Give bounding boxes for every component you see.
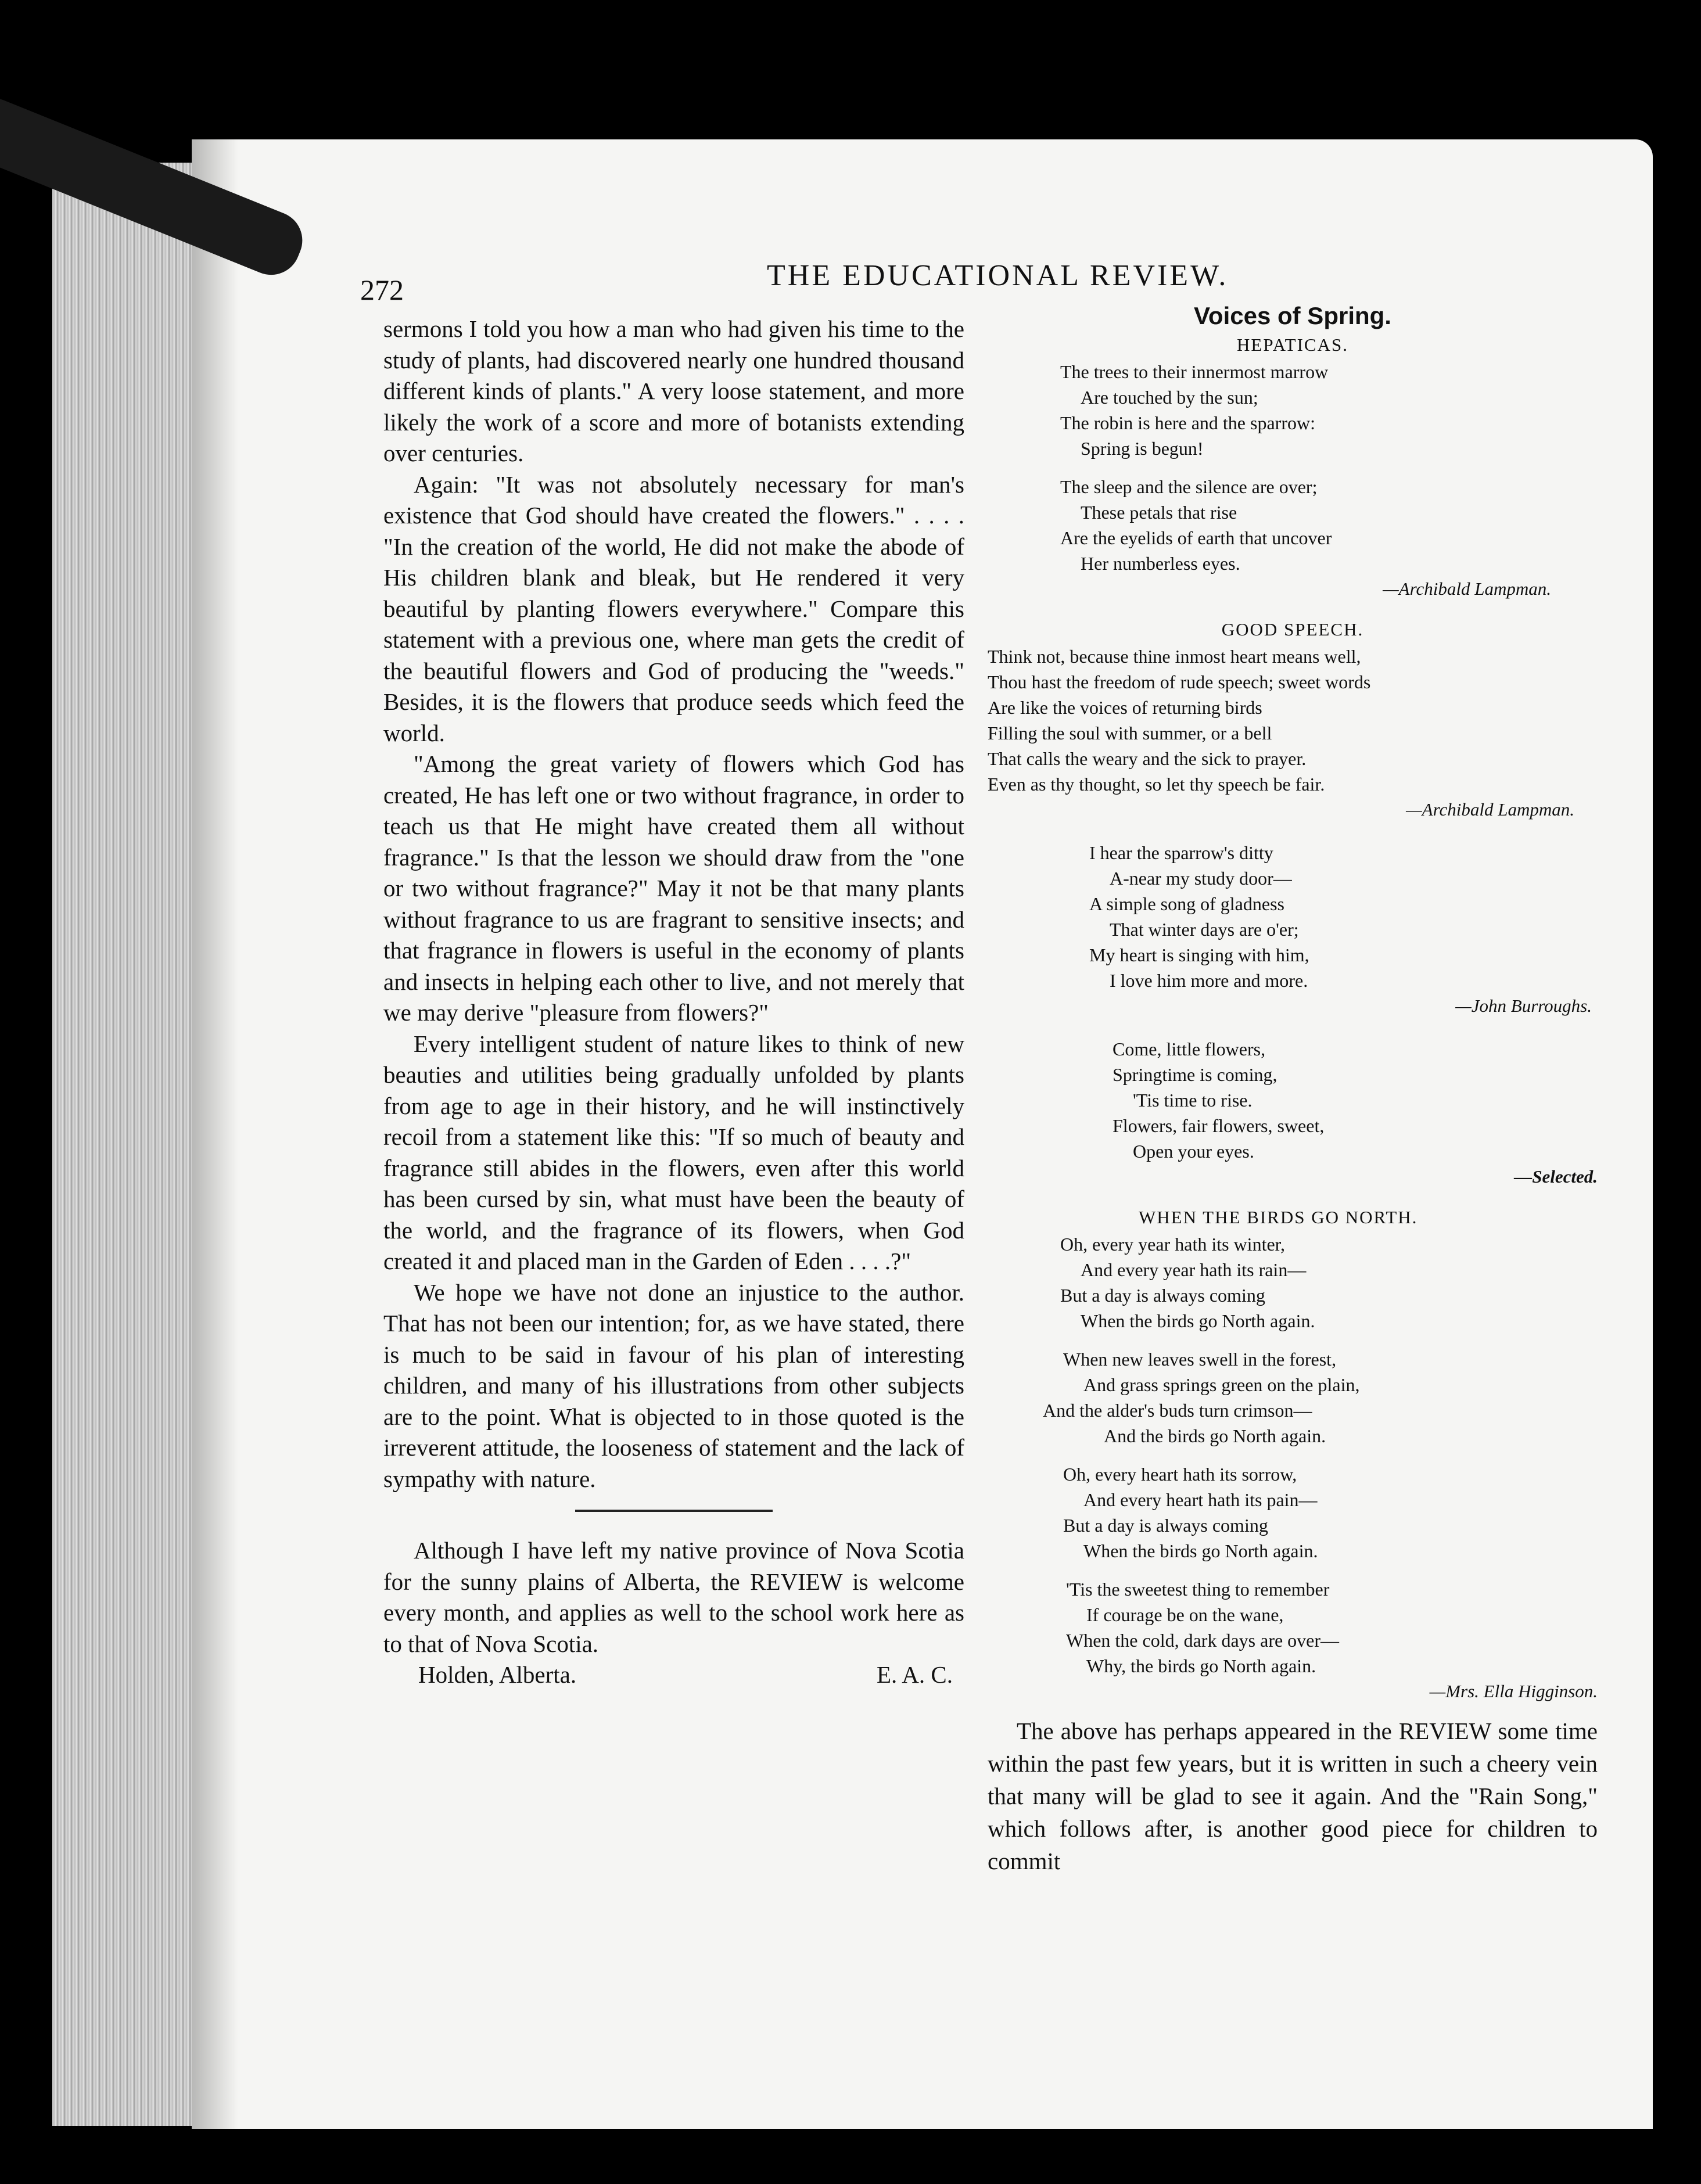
letter-place: Holden, Alberta.: [418, 1661, 577, 1688]
poem-line: Why, the birds go North again.: [1086, 1655, 1316, 1676]
poem-stanza: [988, 1576, 1598, 1679]
paragraph: sermons I told you how a man who had given his time to the study of plants, had discovered nearly one hundred thousand different kinds of plants." A very loose statement, and more likely the work of a score and more of botanists extending over centuries.: [383, 315, 964, 466]
poem-line: And every heart hath its pain—: [1083, 1489, 1318, 1510]
poem-line: Springtime is coming,: [1113, 1064, 1277, 1085]
poem-line: And the alder's buds turn crimson—: [1043, 1400, 1312, 1421]
poem-line: I love him more and more.: [1110, 970, 1308, 991]
poem-line: And the birds go North again.: [1104, 1425, 1326, 1446]
poem-line: Thou hast the freedom of rude speech; sweet words: [988, 671, 1371, 692]
letter-paragraph: Although I have left my native province of Nova Scotia for the sunny plains of Alberta, the REVIEW is welcome every month, and applies as well to the school work here as to that of Nova Scotia.: [383, 1537, 964, 1657]
poem-line: That winter days are o'er;: [1110, 919, 1299, 940]
signature-line: [383, 1659, 964, 1690]
poem-line: When the cold, dark days are over—: [1066, 1630, 1340, 1651]
section-divider: [575, 1510, 773, 1512]
poem-stanza: [988, 1036, 1598, 1164]
poem-line: Filling the soul with summer, or a bell: [988, 723, 1272, 743]
poem-line: These petals that rise: [1081, 502, 1237, 523]
poem-stanza: [988, 1461, 1598, 1564]
poem-line: 'Tis time to rise.: [1133, 1090, 1253, 1111]
paragraph: Again: "It was not absolutely necessary for man's existence that God should have created the flowers." . . . . "In the creation of the world, He did not make the abode of His children blank and bleak, but He rendered it very beautiful by planting flowers everywhere." Compare this statement with a previous one, where man gets the credit of the beautiful flowers and God of producing the "weeds." Besides, it is the flowers that produce seeds which feed the world.: [383, 470, 964, 746]
poem-stanza: [988, 359, 1598, 461]
poem-line: If courage be on the wane,: [1086, 1604, 1284, 1625]
poem-line: The sleep and the silence are over;: [1060, 476, 1318, 497]
running-title: THE EDUCATIONAL REVIEW.: [767, 259, 1229, 292]
gutter-shadow: [192, 139, 238, 2129]
poem-line: Flowers, fair flowers, sweet,: [1113, 1115, 1325, 1136]
poem-stanza: [988, 644, 1598, 797]
poem-author: —Archibald Lampman.: [1383, 579, 1551, 599]
poem-line: Oh, every year hath its winter,: [1060, 1234, 1286, 1255]
closing-paragraph: The above has perhaps appeared in the REVIEW some time within the past few years, but it is written in such a cheery vein that many will be glad to see it again. And the "Rain Song," which follows after, is another good piece for children to commit: [988, 1718, 1598, 1874]
poem-line: But a day is always coming: [1060, 1285, 1265, 1306]
poem-line: But a day is always coming: [1063, 1515, 1268, 1536]
poem-line: Even as thy thought, so let thy speech be fair.: [988, 774, 1325, 795]
scan-border: [0, 0, 1701, 139]
poem-line: 'Tis the sweetest thing to remember: [1066, 1579, 1330, 1600]
poem-line: A simple song of gladness: [1089, 893, 1284, 914]
poem-line: Think not, because thine inmost heart means well,: [988, 646, 1361, 667]
poem-author: —Archibald Lampman.: [1406, 799, 1574, 820]
poem-line: And every year hath its rain—: [1081, 1259, 1307, 1280]
poem-line: Spring is begun!: [1081, 438, 1204, 459]
poem-author: —John Burroughs.: [1455, 996, 1592, 1016]
poem-line: Her numberless eyes.: [1081, 553, 1240, 574]
poem-line: When the birds go North again.: [1081, 1310, 1315, 1331]
poem-title: WHEN THE BIRDS GO NORTH.: [1139, 1207, 1418, 1227]
poem-line: A-near my study door—: [1110, 868, 1292, 889]
page-number: 272: [360, 274, 404, 306]
right-column: [988, 302, 1598, 1877]
poem-line: And grass springs green on the plain,: [1083, 1374, 1360, 1395]
poem-stanza: [988, 1346, 1598, 1449]
poem-line: Come, little flowers,: [1113, 1039, 1266, 1059]
poem-stanza: [988, 1231, 1598, 1334]
poem-line: Oh, every heart hath its sorrow,: [1063, 1464, 1297, 1485]
section-title: Voices of Spring.: [1194, 302, 1391, 329]
left-column: [383, 314, 964, 1690]
book-page-edges: [52, 163, 192, 2126]
poem-line: The robin is here and the sparrow:: [1060, 412, 1315, 433]
poem-line: Are the eyelids of earth that uncover: [1060, 527, 1332, 548]
letter-initials: E. A. C.: [877, 1661, 953, 1688]
poem-stanza: [988, 840, 1598, 993]
poem-line: Are like the voices of returning birds: [988, 697, 1262, 718]
poem-author: —Selected.: [1514, 1166, 1598, 1187]
poem-title: HEPATICAS.: [1237, 335, 1348, 355]
paragraph: We hope we have not done an injustice to the author. That has not been our intention; for, as we have stated, there is much to be said in favour of his plan of interesting children, and many of his illustrations from other subjects are to the point. What is objected to in those quoted is the irreverent attitude, the looseness of statement and the lack of sympathy with nature.: [383, 1278, 964, 1492]
paragraph: Every intelligent student of nature likes to think of new beauties and utilities being gradually unfolded by plants from age to age in their history, and he will instinctively recoil from a statement like this: "If so much of beauty and fragrance still abides in the flowers, even after this world has been cursed by sin, what must have been the beauty of the world, and the fragrance of its flowers, when God created it and placed man in the Garden of Eden . . . .?": [383, 1030, 964, 1274]
poem-line: I hear the sparrow's ditty: [1089, 842, 1273, 863]
poem-line: Open your eyes.: [1133, 1141, 1254, 1162]
poem-line: The trees to their innermost marrow: [1060, 361, 1329, 382]
poem-line: When the birds go North again.: [1083, 1540, 1318, 1561]
poem-line: That calls the weary and the sick to prayer.: [988, 748, 1307, 769]
poem-stanza: [988, 474, 1598, 576]
paragraph: "Among the great variety of flowers which God has created, He has left one or two without fragrance, in order to teach us that He might have created them all without fragrance." Is that the lesson we should draw from the "one or two without fragrance?" May it not be that many plants without fragrance to us are fragrant to sensitive insects; and that fragrance in flowers is useful in the economy of plants and insects in helping each other to live, and not merely that we may derive "pleasure from flowers?": [383, 750, 964, 1026]
poem-line: My heart is singing with him,: [1089, 944, 1309, 965]
poem-line: When new leaves swell in the forest,: [1063, 1349, 1337, 1370]
poem-author: —Mrs. Ella Higginson.: [1429, 1681, 1598, 1701]
poem-title: GOOD SPEECH.: [1221, 619, 1364, 640]
poem-line: Are touched by the sun;: [1081, 387, 1258, 408]
